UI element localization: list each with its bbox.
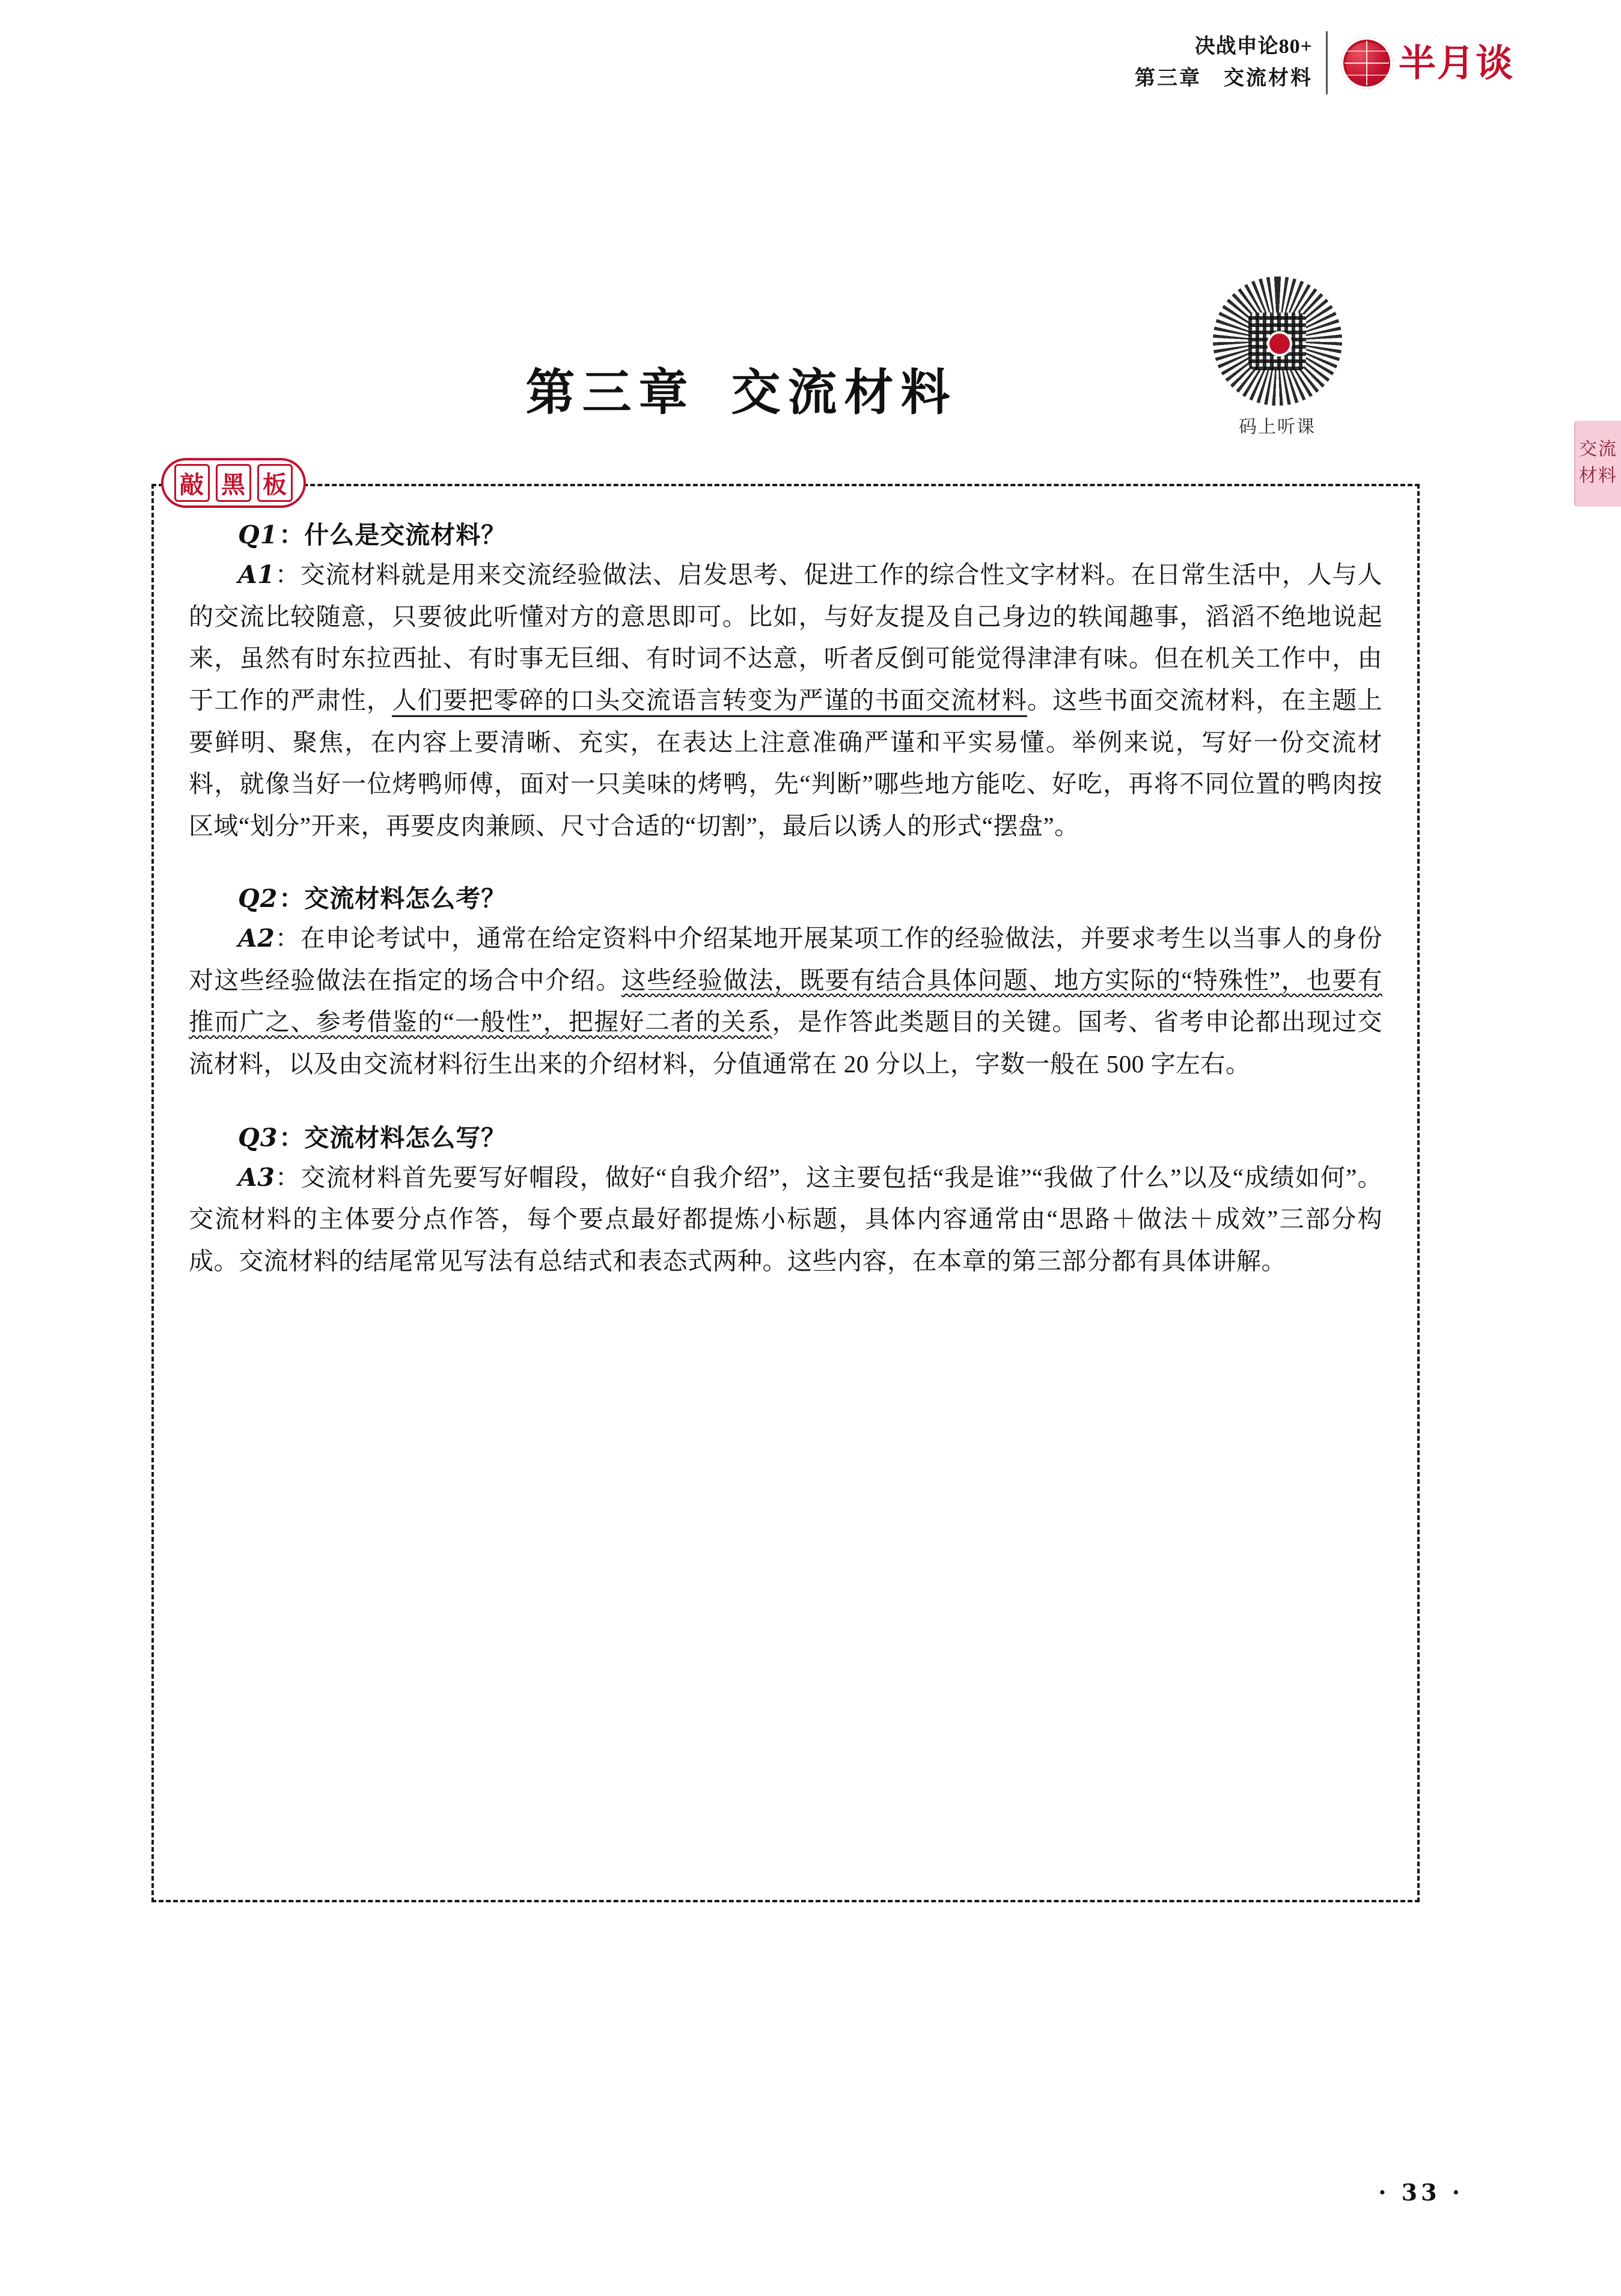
header-breadcrumb xyxy=(1135,31,1328,94)
question-2-sep: ： xyxy=(279,884,305,912)
page-header xyxy=(1135,31,1514,94)
page-title-main: 交流材料 xyxy=(731,364,957,421)
answer-3 xyxy=(189,1157,1382,1283)
answer-1-underlined: 人们要把零碎的口头交流语言转变为严谨的书面交流材料 xyxy=(392,686,1027,717)
answer-1-label: A1 xyxy=(238,560,275,589)
brand-logo xyxy=(1341,37,1514,89)
question-1-label: Q1 xyxy=(238,521,278,549)
badge-char-1: 敲 xyxy=(174,464,210,502)
answer-2-underlined: 这些经验做法，既要有结合具体问题、地方实际的“特殊性”，也要有推而广之、参考借鉴的“一般性”，把握好二者的关系 xyxy=(189,966,1382,1036)
globe-icon xyxy=(1341,37,1393,89)
answer-1 xyxy=(189,554,1382,847)
answer-1-part2: 。这些书面交流材料，在主题上要鲜明、聚焦，在内容上要清晰、充实，在表达上注意准确严谨和平实易懂。举例来说，写好一份交流材料，就像当好一位烤鸭师傅，面对一只美味的烤鸭，先“判断”哪些地方能吃、好吃，再将不同位置的鸭肉按区域“划分”开来，再要皮肉兼顾、尺寸合适的“切割”，最后以诱人的形式“摆盘”。 xyxy=(189,686,1383,840)
page-title xyxy=(0,353,1621,424)
answer-2-part1: 在申论考试中，通常在给定资料中介绍某地开展某项工作的经验做法，并要求考生以当事人的身份对这些经验做法在指定的场合中介绍。 xyxy=(189,924,1383,994)
question-1-sep: ： xyxy=(279,521,305,549)
answer-3-label: A3 xyxy=(238,1162,275,1192)
question-3-label: Q3 xyxy=(238,1123,278,1152)
answer-2 xyxy=(189,918,1382,1085)
question-2 xyxy=(189,879,1382,914)
question-2-label: Q2 xyxy=(238,884,278,913)
badge-char-2: 黑 xyxy=(216,464,251,502)
status-badge xyxy=(161,458,306,508)
question-1 xyxy=(189,515,1382,551)
question-3-sep: ： xyxy=(279,1123,305,1152)
side-tab-jiaoliu-cailiao: 交流材料 xyxy=(1574,421,1621,507)
qa-content-box xyxy=(151,484,1420,1902)
question-2-text: 交流材料怎么考？ xyxy=(304,884,507,912)
header-chapter-label: 第三章 交流材料 xyxy=(1134,67,1313,90)
question-3-text: 交流材料怎么写？ xyxy=(304,1123,507,1152)
answer-3-sep: ： xyxy=(275,1163,301,1191)
answer-1-part1: 交流材料就是用来交流经验做法、启发思考、促进工作的综合性文字材料。在日常生活中，人与人的交流比较随意，只要彼此听懂对方的意思即可。比如，与好友提及自己身边的轶闻趣事，滔滔不绝地说起来，虽然有时东拉西扯、有时事无巨细、有时词不达意，听者反倒可能觉得津津有味。但在机关工作中，由于工作的严肃性， xyxy=(189,561,1383,715)
answer-2-label: A2 xyxy=(238,923,275,953)
answer-2-part2: ，是作答此类题目的关键。国考、省考申论都出现过交流材料，以及由交流材料衍生出来的介绍材料，分值通常在 20 分以上，字数一般在 500 字左右。 xyxy=(189,1008,1382,1078)
question-1-text: 什么是交流材料？ xyxy=(304,521,507,549)
question-3 xyxy=(189,1118,1382,1153)
brand-name: 半月谈 xyxy=(1398,40,1514,85)
badge-char-3: 板 xyxy=(257,464,293,502)
header-book-title: 决战申论80+ xyxy=(1194,35,1313,58)
answer-1-sep: ： xyxy=(275,561,301,588)
page-title-prefix: 第三章 xyxy=(525,364,695,421)
qr-caption: 码上听课 xyxy=(1239,417,1316,437)
answer-2-sep: ： xyxy=(275,924,301,952)
answer-3-text: 交流材料首先要写好帽段，做好“自我介绍”，这主要包括“我是谁”“我做了什么”以及“成绩如何”。交流材料的主体要分点作答，每个要点最好都提炼小标题，具体内容通常由“思路＋做法＋成效”三部分构成。交流材料的结尾常见写法有总结式和表态式两种。这些内容，在本章的第三部分都有具体讲解。 xyxy=(189,1163,1383,1275)
page-number: · 33 · xyxy=(1378,2179,1464,2206)
